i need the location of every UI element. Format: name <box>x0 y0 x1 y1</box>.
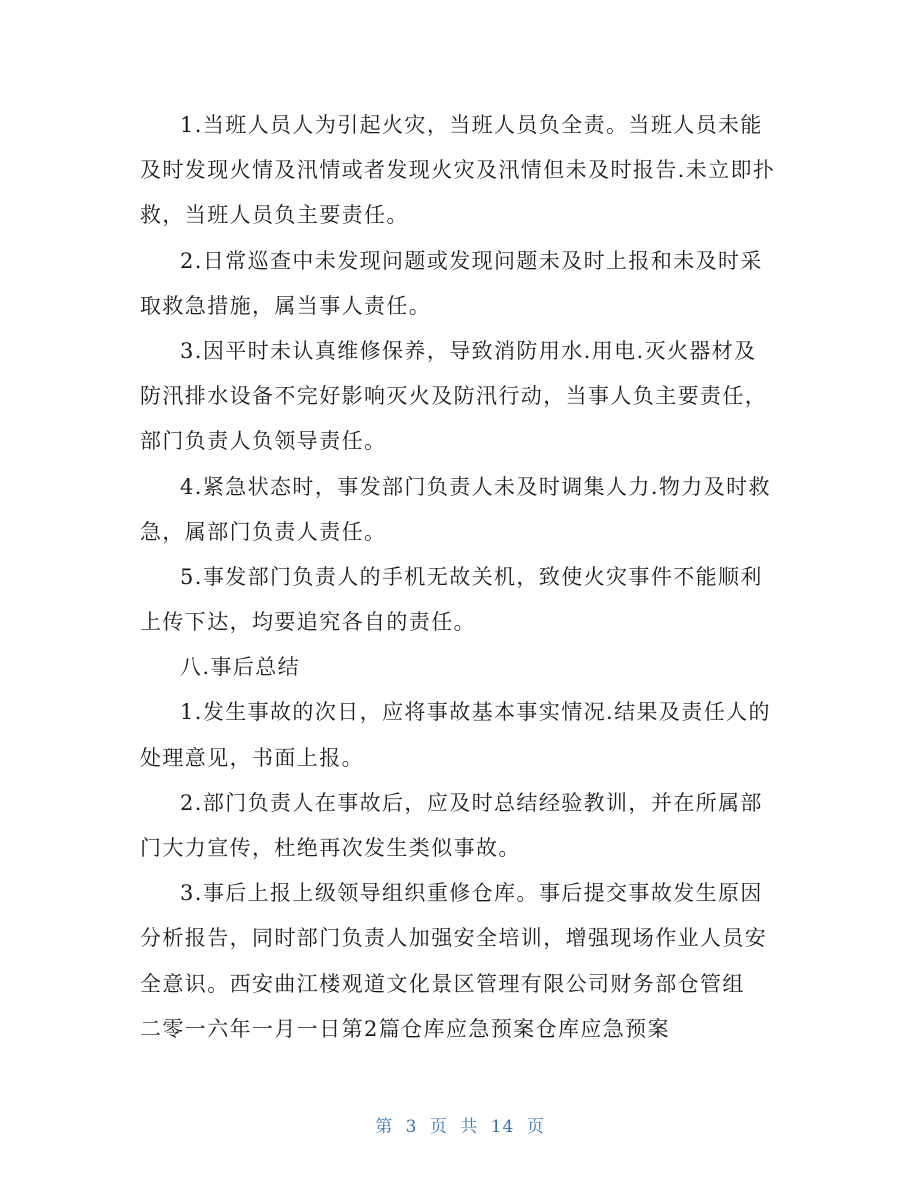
page-number-footer: 第 3 页 共 14 页 <box>375 1117 545 1137</box>
paragraph-line: 2.部门负责人在事故后，应及时总结经验教训，并在所属部 <box>180 790 763 815</box>
paragraph-line: 1.发生事故的次日，应将事故基本事实情况.结果及责任人的 <box>180 700 771 725</box>
paragraph-line: 救，当班人员负主要责任。 <box>140 203 409 228</box>
paragraph-line: 2.日常巡查中未发现问题或发现问题未及时上报和未及时采 <box>180 248 763 273</box>
paragraph-line: 4.紧急状态时，事发部门负责人未及时调集人力.物力及时救 <box>180 474 771 499</box>
document-body <box>140 103 780 1052</box>
paragraph-line: 3.事后上报上级领导组织重修仓库。事后提交事故发生原因 <box>180 881 763 906</box>
paragraph-line: 分析报告，同时部门负责人加强安全培训，增强现场作业人员安 <box>140 926 768 951</box>
paragraph-line: 3.因平时未认真维修保养，导致消防用水.用电.灭火器材及 <box>180 338 757 363</box>
paragraph-line: 上传下达，均要追究各自的责任。 <box>140 610 476 635</box>
paragraph-line: 处理意见，书面上报。 <box>140 745 364 770</box>
section-heading: 八.事后总结 <box>180 655 301 680</box>
paragraph-line: 全意识。西安曲江楼观道文化景区管理有限公司财务部仓管组 <box>140 971 745 996</box>
paragraph-line: 急，属部门负责人责任。 <box>140 519 387 544</box>
paragraph-line: 及时发现火情及汛情或者发现火灾及汛情但未及时报告.未立即扑 <box>140 158 776 183</box>
paragraph-line: 二零一六年一月一日第2篇仓库应急预案仓库应急预案 <box>140 1016 670 1041</box>
paragraph-line: 1.当班人员人为引起火灾，当班人员负全责。当班人员未能 <box>180 113 763 137</box>
paragraph-line: 门大力宣传，杜绝再次发生类似事故。 <box>140 836 521 860</box>
paragraph-line: 防汛排水设备不完好影响灭火及防汛行动，当事人负主要责任， <box>140 384 768 409</box>
paragraph-line: 取救急措施，属当事人责任。 <box>140 293 432 318</box>
paragraph-line: 5.事发部门负责人的手机无故关机，致使火灾事件不能顺利 <box>180 564 763 589</box>
paragraph-line: 部门负责人负领导责任。 <box>140 429 387 454</box>
